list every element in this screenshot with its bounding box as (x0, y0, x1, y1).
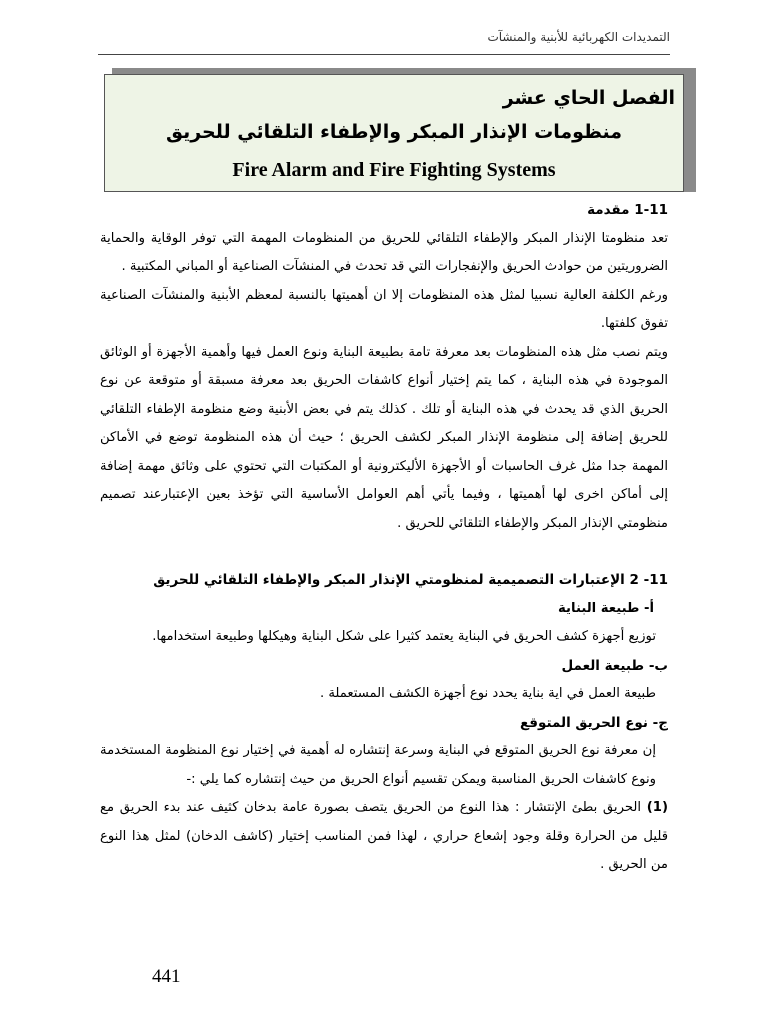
building-nature-text: توزيع أجهزة كشف الحريق في البناية يعتمد كثيرا على شكل البناية وهيكلها وطبيعة استخدامها. (152, 629, 656, 644)
chapter-title-english: Fire Alarm and Fire Fighting Systems (232, 159, 556, 181)
page-number: 441 (152, 966, 181, 987)
fire-type-text: إن معرفة نوع الحريق المتوقع في البناية وسرعة إنتشاره له أهمية في إختيار نوع المنظومة المستخدمة ونوع كاشفات الحريق المناسبة ويمكن تقسيم أنواع الحريق من حيث إنتشاره كما يلي :- (100, 743, 656, 787)
header-rule (98, 54, 670, 55)
work-nature-text: طبيعة العمل في اية بناية يحدد نوع أجهزة الكشف المستعملة . (319, 686, 656, 701)
section-heading-design: 11- 2 الإعتبارات التصميمية لمنظومتي الإنذار المبكر والإطفاء التلقائي للحريق (153, 572, 668, 588)
subheading-work-nature: ب- طبيعة العمل (561, 657, 668, 674)
chapter-number: الفصل الحاي عشر (502, 87, 675, 109)
subheading-building-nature: أ- طبيعة البناية (558, 600, 654, 616)
page-body (100, 196, 668, 880)
section-heading-intro: 1-11 مقدمة (587, 202, 668, 218)
intro-paragraph-2: ورغم الكلفة العالية نسبيا لمثل هذه المنظومات إلا ان أهميتها بالنسبة لمعظم الأبنية والمنشآت الصناعية تفوق كلفتها. (100, 287, 668, 331)
list-item-number: (1) (646, 800, 668, 815)
chapter-title-box (104, 74, 684, 192)
list-item-text: الحريق بطئ الإنتشار : هذا النوع من الحريق يتصف بصورة عامة بدخان كثيف عند بدء الحريق مع قليل من الحرارة وقلة وجود إشعاع حراري ، لهذا فمن المناسب إختيار (كاشف الدخان) لمثل هذا النوع من الحريق . (100, 800, 668, 872)
intro-paragraph-1: تعد منظومتا الإنذار المبكر والإطفاء التلقائي للحريق من المنظومات المهمة التي توفر الوقاية والحماية الضروريتين من حوادث الحريق والإنفجارات التي قد تحدث في المنشآت الصناعية أو المباني المكتبية . (100, 230, 668, 274)
list-item-slow-fire (100, 794, 668, 880)
subheading-fire-type: ج- نوع الحريق المتوقع (519, 714, 668, 731)
chapter-title-arabic: منظومات الإنذار المبكر والإطفاء التلقائي للحريق (165, 121, 623, 143)
intro-paragraph-3: ويتم نصب مثل هذه المنظومات بعد معرفة تامة بطبيعة البناية ونوع العمل فيها وأهمية الأجهزة أو الوثائق الموجودة في هذه البناية ، كما يتم إختيار أنواع كاشفات الحريق بعد معرفة مسبقة أو متوقعة عن نوع الحريق الذي قد يحدث في هذه البناية أو تلك . كذلك يتم في بعض الأبنية وضع منظومة الإطفاء التلقائي للحريق إضافة إلى منظومة الإنذار المبكر لكشف الحريق ؛ حيث أن هذه المنظومة توضع في الأماكن المهمة جدا مثل غرف الحاسبات أو الأجهزة الأليكترونية أو المكتبات التي تحتوي على وثائق مهمة إضافة إلى أماكن اخرى لها أهميتها ، وفيما يأتي أهم العوامل الأساسية التي تؤخذ بعين الإعتبارعند تصميم منظومتي الإنذار المبكر والإطفاء التلقائي للحريق . (100, 344, 668, 531)
section-spacer (100, 538, 668, 566)
running-header: التمديدات الكهربائية للأبنية والمنشآت (487, 30, 670, 44)
